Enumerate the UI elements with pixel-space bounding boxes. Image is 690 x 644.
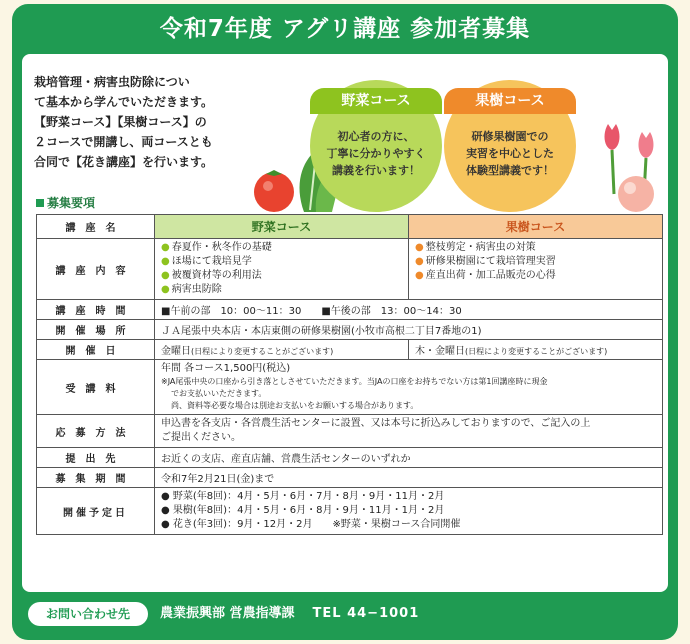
table-row (37, 360, 663, 415)
bubble-line: 体験型講義です！ (466, 164, 554, 177)
section-heading (36, 194, 95, 211)
fruit-illustration (578, 114, 668, 214)
place-cell: ＪＡ尾張中央本店・本店東側の研修果樹園(小牧市高根二丁目7番地の1) (155, 320, 663, 340)
content-panel (22, 54, 668, 592)
table-row (37, 215, 663, 239)
period-cell: 令和7年2月21日(金)まで (155, 468, 663, 488)
row-label: 講座名 (37, 215, 155, 239)
row-label: 開催場所 (37, 320, 155, 340)
submit-cell: お近くの支店、産直店舗、営農生活センターのいずれか (155, 448, 663, 468)
day-text: 金曜日 (161, 346, 191, 357)
table-row (37, 488, 663, 535)
table-row (37, 448, 663, 468)
list-item: ● ほ場にて栽培見学 (161, 255, 402, 269)
intro-line: て基本から学んでいただきます。 (34, 95, 214, 109)
row-label: 受講料 (37, 360, 155, 415)
row-label: 提出先 (37, 448, 155, 468)
table-row (37, 340, 663, 360)
day-note: (日程により変更することがございます) (191, 347, 334, 356)
vegetable-course-bubble (310, 80, 442, 212)
schedule-cell (155, 488, 663, 535)
fruit-course-text (452, 128, 568, 179)
list-item: ● 病害虫防除 (161, 283, 402, 297)
table-row (37, 300, 663, 320)
fee-note: ※JA尾張中央の口座から引き落としさせていただきます。当JAの口座をお持ちでない方は第1回講座時に現金 (161, 377, 548, 386)
row-label: 開催予定日 (37, 488, 155, 535)
row-label: 講座時間 (37, 300, 155, 320)
table-row (37, 415, 663, 448)
table-row (37, 239, 663, 300)
fruit-day-cell (409, 340, 663, 360)
contact-label: お問い合わせ先 (28, 602, 148, 626)
requirements-table (36, 214, 663, 535)
row-label: 募集期間 (37, 468, 155, 488)
row-label: 開催日 (37, 340, 155, 360)
poster-frame (12, 4, 678, 640)
fruit-course-bubble (444, 80, 576, 212)
bubble-line: 講義を行います！ (332, 164, 420, 177)
row-label: 講座内容 (37, 239, 155, 300)
list-item: ● 整枝剪定・病害虫の対策 (415, 241, 656, 255)
contact-footer (22, 596, 668, 632)
list-item: ● 被覆資材等の利用法 (161, 269, 402, 283)
day-text: 木・金曜日 (415, 346, 465, 357)
intro-line: 栽培管理・病害虫防除につい (34, 75, 190, 89)
bubble-line: 初心者の方に、 (337, 130, 415, 143)
apply-text: 申込書を各支店・各営農生活センターに設置、又は本号に折込みしておりますので、ご記入の上 (161, 418, 591, 429)
vegetable-course-title: 野菜コース (310, 88, 442, 114)
fee-note: でお支払いいただきます。 (171, 389, 267, 398)
contact-info (160, 596, 419, 632)
bubble-line: 実習を中心とした (466, 147, 554, 160)
list-item: ● 産直出荷・加工品販売の心得 (415, 269, 656, 283)
bubble-line: 丁寧に分かりやすく (326, 147, 426, 160)
square-bullet-icon (36, 199, 44, 207)
day-note: (日程により変更することがございます) (465, 347, 608, 356)
list-item: ● 春夏作・秋冬作の基礎 (161, 241, 402, 255)
time-cell: ■午前の部 10：00～11：30 ■午後の部 13：00～14：30 (155, 300, 663, 320)
table-row (37, 320, 663, 340)
row-label: 応募方法 (37, 415, 155, 448)
schedule-item: ● 花き(年3回)：9月・12月・2月 ※野菜・果樹コース合同開催 (161, 519, 461, 530)
table-row (37, 468, 663, 488)
fee-cell (155, 360, 663, 415)
schedule-item: ● 果樹(年8回)：4月・5月・6月・8月・9月・11月・1月・2月 (161, 505, 445, 516)
vegetable-day-cell (155, 340, 409, 360)
intro-line: ２コースで開講し、両コースとも (34, 135, 213, 149)
section-heading-text: 募集要項 (47, 196, 96, 210)
vegetable-content-cell (155, 239, 409, 300)
apply-cell (155, 415, 663, 448)
poster-title: 令和7年度 アグリ講座 参加者募集 (159, 16, 531, 42)
bubble-line: 研修果樹園での (471, 130, 549, 143)
intro-line: 【野菜コース】【果樹コース】の (34, 115, 207, 129)
fee-note: 尚、資料等必要な場合は別途お支払いをお願いする場合があります。 (171, 401, 419, 410)
intro-text (34, 72, 244, 172)
intro-line: 合同で【花き講座】を行います。 (34, 155, 214, 169)
fruit-course-header: 果樹コース (409, 215, 663, 239)
schedule-item: ● 野菜(年8回)：4月・5月・6月・7月・8月・9月・11月・2月 (161, 491, 445, 502)
list-item: ● 研修果樹園にて栽培管理実習 (415, 255, 656, 269)
fee-amount: 年間 各コース1,500円(税込) (161, 363, 291, 374)
fruit-course-title: 果樹コース (444, 88, 576, 114)
phone-number: TEL 44−1001 (312, 606, 420, 621)
department-name: 農業振興部 営農指導課 (160, 606, 295, 621)
vegetable-course-text (318, 128, 434, 179)
apply-text: ご提出ください。 (161, 432, 241, 443)
fruit-content-cell (409, 239, 663, 300)
vegetable-course-header: 野菜コース (155, 215, 409, 239)
